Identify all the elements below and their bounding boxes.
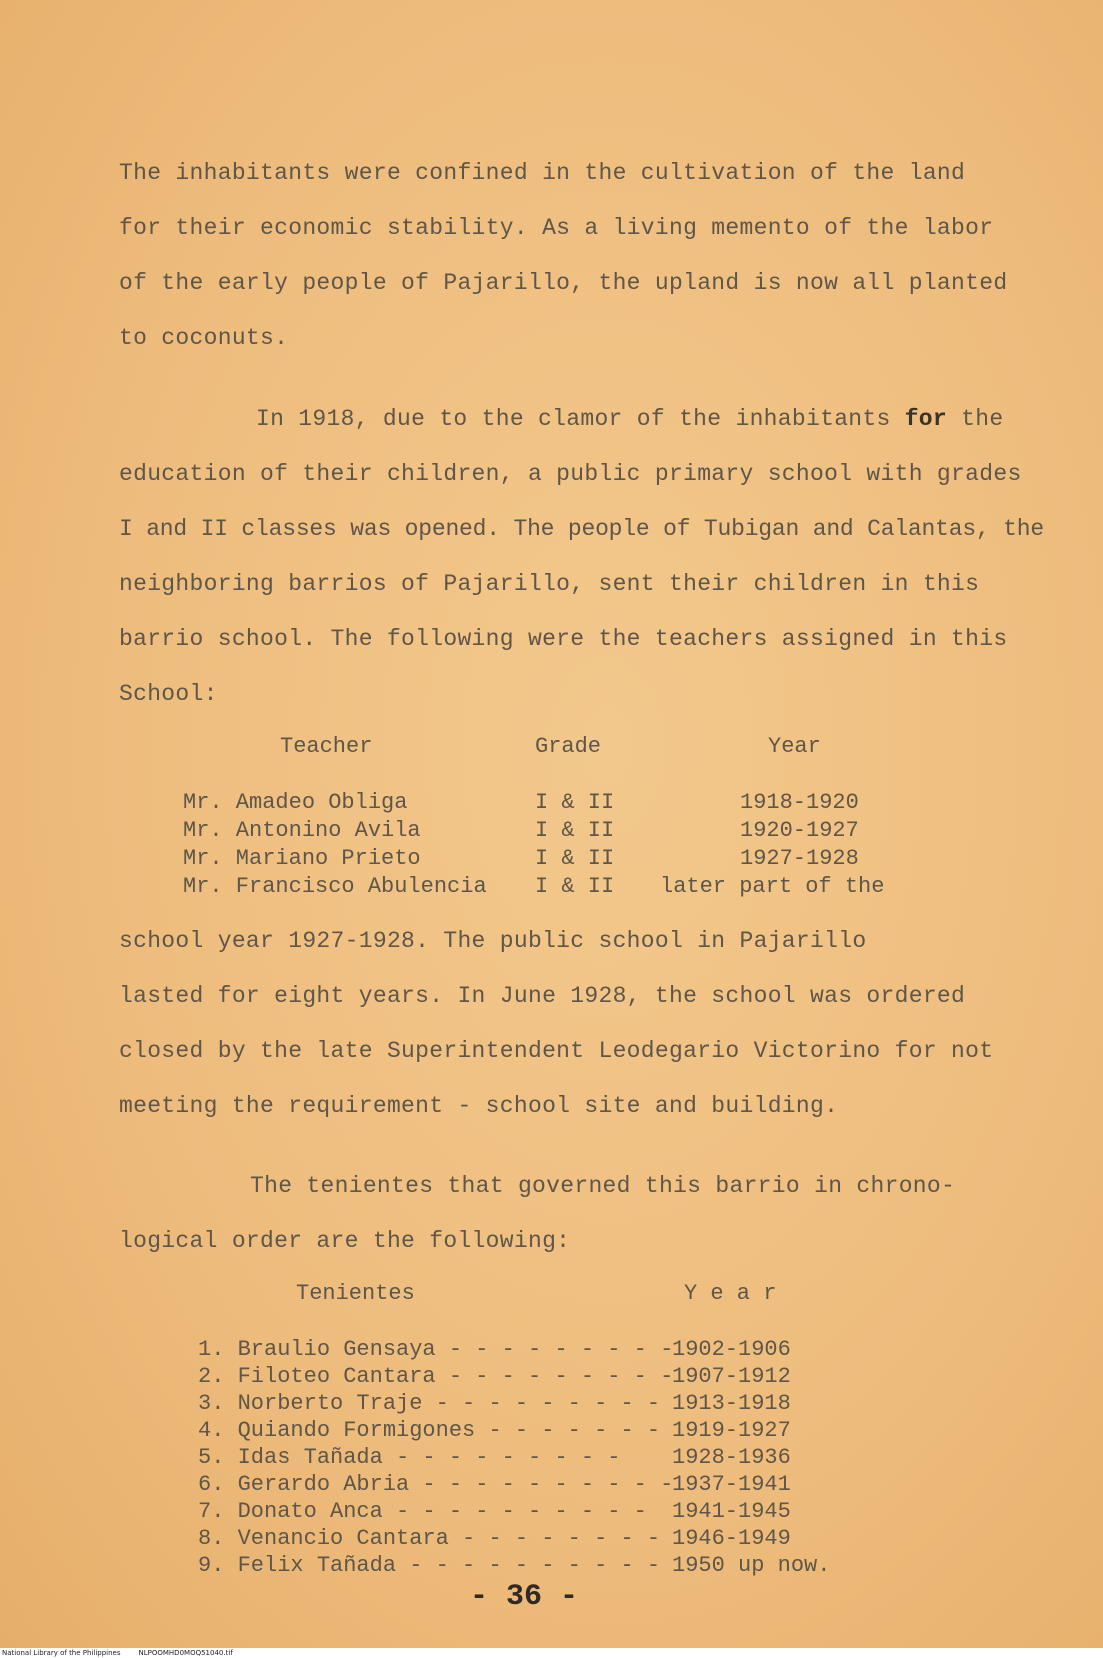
teacher-year: later part of the: [660, 874, 885, 899]
teachers-header-year: Year: [768, 734, 821, 759]
teacher-year: 1927-1928: [740, 846, 859, 871]
paragraph-2-line-1-end: the: [947, 406, 1004, 432]
paragraph-4-line-1: The tenientes that governed this barrio in chrono-: [250, 1173, 956, 1199]
teniente-year: 1919-1927: [672, 1418, 791, 1443]
paragraph-2-line-5: barrio school. The following were the teachers assigned in this: [119, 626, 1008, 652]
paragraph-2-bold-word: for: [904, 406, 948, 432]
paragraph-2-line-4: neighboring barrios of Pajarillo, sent their children in this: [119, 571, 980, 597]
teniente-entry: 2. Filoteo Cantara - - - - - - - - -: [198, 1364, 674, 1389]
teacher-name: Mr. Amadeo Obliga: [183, 790, 408, 815]
teniente-entry: 5. Idas Tañada - - - - - - - - -: [198, 1445, 621, 1470]
paragraph-2-line-3: I and II classes was opened. The people of Tubigan and Calantas, the: [119, 516, 1044, 542]
teniente-year: 1928-1936: [672, 1445, 791, 1470]
teacher-year: 1918-1920: [740, 790, 859, 815]
tenientes-header-year: Y e a r: [684, 1281, 777, 1306]
teacher-name: Mr. Mariano Prieto: [183, 846, 421, 871]
teniente-year: 1941-1945: [672, 1499, 791, 1524]
teacher-name: Mr. Francisco Abulencia: [183, 874, 487, 899]
teniente-year: 1907-1912: [672, 1364, 791, 1389]
scan-footer: [0, 1648, 1103, 1658]
teachers-header-grade: Grade: [535, 734, 602, 759]
teniente-entry: 3. Norberto Traje - - - - - - - - -: [198, 1391, 661, 1416]
teacher-grade: I & II: [535, 790, 615, 815]
paragraph-1-line-4: to coconuts.: [119, 325, 289, 351]
teniente-entry: 6. Gerardo Abria - - - - - - - - - -: [198, 1472, 674, 1497]
teniente-entry: 8. Venancio Cantara - - - - - - - -: [198, 1526, 661, 1551]
footer-source: National Library of the Philippines: [2, 1649, 121, 1657]
teniente-year: 1902-1906: [672, 1337, 791, 1362]
paragraph-3-line-4: meeting the requirement - school site and building.: [119, 1093, 839, 1119]
paragraph-4-line-2: logical order are the following:: [119, 1228, 571, 1254]
paragraph-1-line-3: of the early people of Pajarillo, the upland is now all planted: [119, 270, 1008, 296]
teacher-year: 1920-1927: [740, 818, 859, 843]
footer-file: NLPOOMHD0MOQ51040.tif: [138, 1649, 233, 1657]
teacher-grade: I & II: [535, 818, 615, 843]
page-number: - 36 -: [470, 1580, 579, 1614]
teniente-entry: 4. Quiando Formigones - - - - - - -: [198, 1418, 661, 1443]
teniente-year: 1946-1949: [672, 1526, 791, 1551]
teniente-entry: 1. Braulio Gensaya - - - - - - - - -: [198, 1337, 674, 1362]
teniente-entry: 7. Donato Anca - - - - - - - - - -: [198, 1499, 647, 1524]
paragraph-2-line-6: School:: [119, 681, 218, 707]
teacher-grade: I & II: [535, 874, 615, 899]
paragraph-3-line-3: closed by the late Superintendent Leodegario Victorino for not: [119, 1038, 994, 1064]
paragraph-1-line-2: for their economic stability. As a living memento of the labor: [119, 215, 994, 241]
teniente-year: 1950 up now.: [672, 1553, 831, 1578]
teniente-year: 1913-1918: [672, 1391, 791, 1416]
paragraph-2-line-1: [256, 406, 1003, 432]
paragraph-3-line-1: school year 1927-1928. The public school in Pajarillo: [119, 928, 867, 954]
teacher-grade: I & II: [535, 846, 615, 871]
teachers-header-teacher: Teacher: [280, 734, 373, 759]
teacher-name: Mr. Antonino Avila: [183, 818, 421, 843]
paragraph-3-line-2: lasted for eight years. In June 1928, the school was ordered: [119, 983, 966, 1009]
paragraph-2-line-1-start: In 1918, due to the clamor of the inhabitants: [256, 406, 905, 432]
paragraph-1-line-1: The inhabitants were confined in the cultivation of the land: [119, 160, 966, 186]
teniente-entry: 9. Felix Tañada - - - - - - - - - -: [198, 1553, 661, 1578]
teniente-year: 1937-1941: [672, 1472, 791, 1497]
tenientes-header-name: Tenientes: [296, 1281, 415, 1306]
paragraph-2-line-2: education of their children, a public primary school with grades: [119, 461, 1022, 487]
